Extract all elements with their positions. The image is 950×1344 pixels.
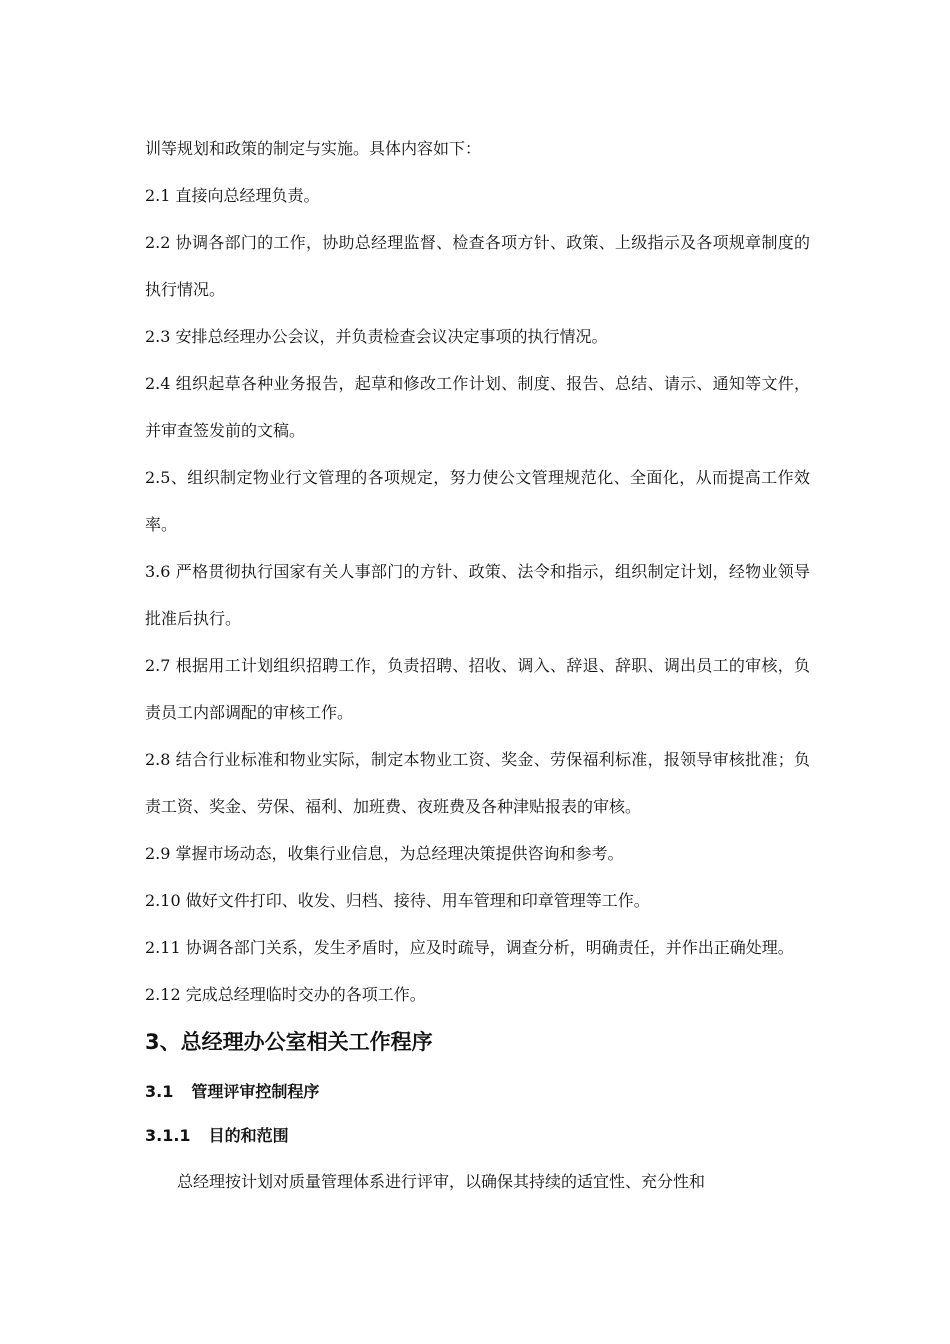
paragraph-item-2-4: 2.4 组织起草各种业务报告，起草和修改工作计划、制度、报告、总结、请示、通知等文件，并审查签发前的文稿。 [145,374,810,440]
body-paragraph: 总经理按计划对质量管理体系进行评审，以确保其持续的适宜性、充分性和 [177,1172,706,1191]
paragraph-item-2-1: 2.1 直接向总经理负责。 [145,186,320,205]
paragraph-item-2-5: 2.5、组织制定物业行文管理的各项规定，努力使公文管理规范化、全面化，从而提高工作效率。 [145,468,810,534]
paragraph-item-2-12: 2.12 完成总经理临时交办的各项工作。 [145,985,426,1004]
paragraph-intro-continued: 训等规划和政策的制定与实施。具体内容如下： [145,139,482,158]
paragraph-item-2-8: 2.8 结合行业标准和物业实际，制定本物业工资、奖金、劳保福利标准，报领导审核批准；负责工资、奖金、劳保、福利、加班费、夜班费及各种津贴报表的审核。 [145,750,810,816]
paragraph-item-2-7: 2.7 根据用工计划组织招聘工作，负责招聘、招收、调入、辞退、辞职、调出员工的审核，负责员工内部调配的审核工作。 [145,656,810,722]
paragraph-item-2-3: 2.3 安排总经理办公会议，并负责检查会议决定事项的执行情况。 [145,327,608,346]
subsubsection-heading [145,1114,810,1158]
paragraph-item-2-2: 2.2 协调各部门的工作，协助总经理监督、检查各项方针、政策、上级指示及各项规章制度的执行情况。 [145,233,810,299]
subsection-title: 管理评审控制程序 [191,1082,320,1101]
section-heading: 3、总经理办公室相关工作程序 [145,1030,433,1054]
paragraph-item-2-10: 2.10 做好文件打印、收发、归档、接待、用车管理和印章管理等工作。 [145,891,650,910]
document-content [145,125,810,1205]
subsection-number: 3.1 [145,1082,174,1101]
paragraph-item-3-6: 3.6 严格贯彻执行国家有关人事部门的方针、政策、法令和指示，组织制定计划，经物业领导批准后执行。 [145,562,810,628]
subsection-heading [145,1070,810,1114]
subsubsection-title: 目的和范围 [208,1126,289,1145]
paragraph-item-2-9: 2.9 掌握市场动态，收集行业信息，为总经理决策提供咨询和参考。 [145,844,624,863]
paragraph-item-2-11: 2.11 协调各部门关系，发生矛盾时，应及时疏导，调查分析，明确责任，并作出正确处理。 [145,938,794,957]
subsubsection-number: 3.1.1 [145,1126,191,1145]
